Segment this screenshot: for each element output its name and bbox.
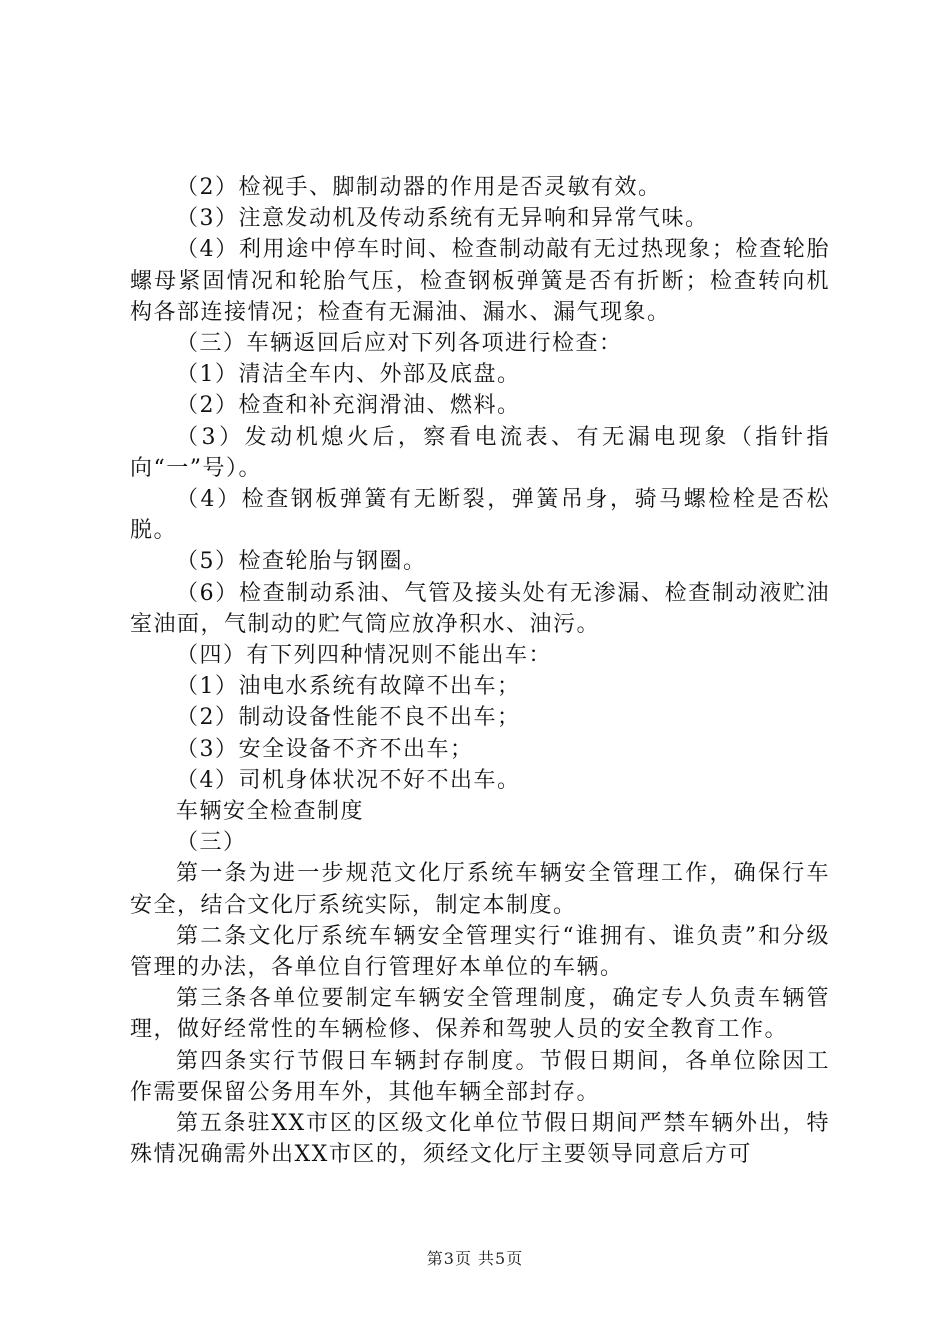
- document-title: 车辆安全检查制度: [176, 799, 365, 825]
- paragraph-item: （1）清洁全车内、外部及底盘。: [176, 362, 521, 388]
- paragraph-item: （4）检查钢板弹簧有无断裂，弹簧吊身，骑马螺检栓是否松脱。: [130, 487, 830, 544]
- paragraph-item: （5）检查轮胎与钢圈。: [176, 549, 427, 575]
- paragraph-item: （4）司机身体状况不好不出车。: [176, 767, 521, 793]
- article-paragraph: 第五条驻XX市区的区级文化单位节假日期间严禁车辆外出，特殊情况确需外出XX市区的，须经文化厅主要领导同意后方可: [130, 1111, 830, 1168]
- paragraph-item: （2）检视手、脚制动器的作用是否灵敏有效。: [176, 175, 662, 200]
- paragraph-item: （2）检查和补充润滑油、燃料。: [176, 393, 521, 419]
- article-paragraph: 第四条实行节假日车辆封存制度。节假日期间，各单位除因工作需要保留公务用车外，其他车辆全部封存。: [130, 1048, 830, 1105]
- section-heading: （三）车辆返回后应对下列各项进行检查：: [176, 331, 623, 357]
- paragraph-item: （3）发动机熄火后，察看电流表、有无漏电现象（指针指向“一”号）。: [130, 424, 830, 481]
- page-number-footer: 第3页 共5页: [426, 1249, 524, 1268]
- article-paragraph: 第一条为进一步规范文化厅系统车辆安全管理工作，确保行车安全，结合文化厅系统实际，制定本制度。: [130, 861, 830, 918]
- article-paragraph: 第三条各单位要制定车辆安全管理制度，确定专人负责车辆管理，做好经常性的车辆检修、保养和驾驶人员的安全教育工作。: [130, 986, 830, 1043]
- document-body: [130, 172, 830, 1171]
- paragraph-item: （1）油电水系统有故障不出车；: [176, 674, 521, 700]
- paragraph-item: （4）利用途中停车时间、检查制动敲有无过热现象；检查轮胎螺母紧固情况和轮胎气压，检查钢板弹簧是否有折断；检查转向机构各部连接情况；检查有无漏油、漏水、漏气现象。: [130, 237, 830, 325]
- paragraph-item: （2）制动设备性能不良不出车；: [176, 705, 521, 731]
- article-paragraph: 第二条文化厅系统车辆安全管理实行“谁拥有、谁负责”和分级管理的办法，各单位自行管理好本单位的车辆。: [130, 923, 830, 981]
- paragraph-item: （6）检查制动系油、气管及接头处有无渗漏、检查制动液贮油室油面，气制动的贮气筒应放净积水、油污。: [130, 580, 830, 637]
- paragraph-item: （3）安全设备不齐不出车；: [176, 736, 474, 762]
- section-number: （三）: [176, 830, 247, 856]
- section-heading: （四）有下列四种情况则不能出车：: [176, 643, 553, 669]
- paragraph-item: （3）注意发动机及传动系统有无异响和异常气味。: [176, 206, 709, 232]
